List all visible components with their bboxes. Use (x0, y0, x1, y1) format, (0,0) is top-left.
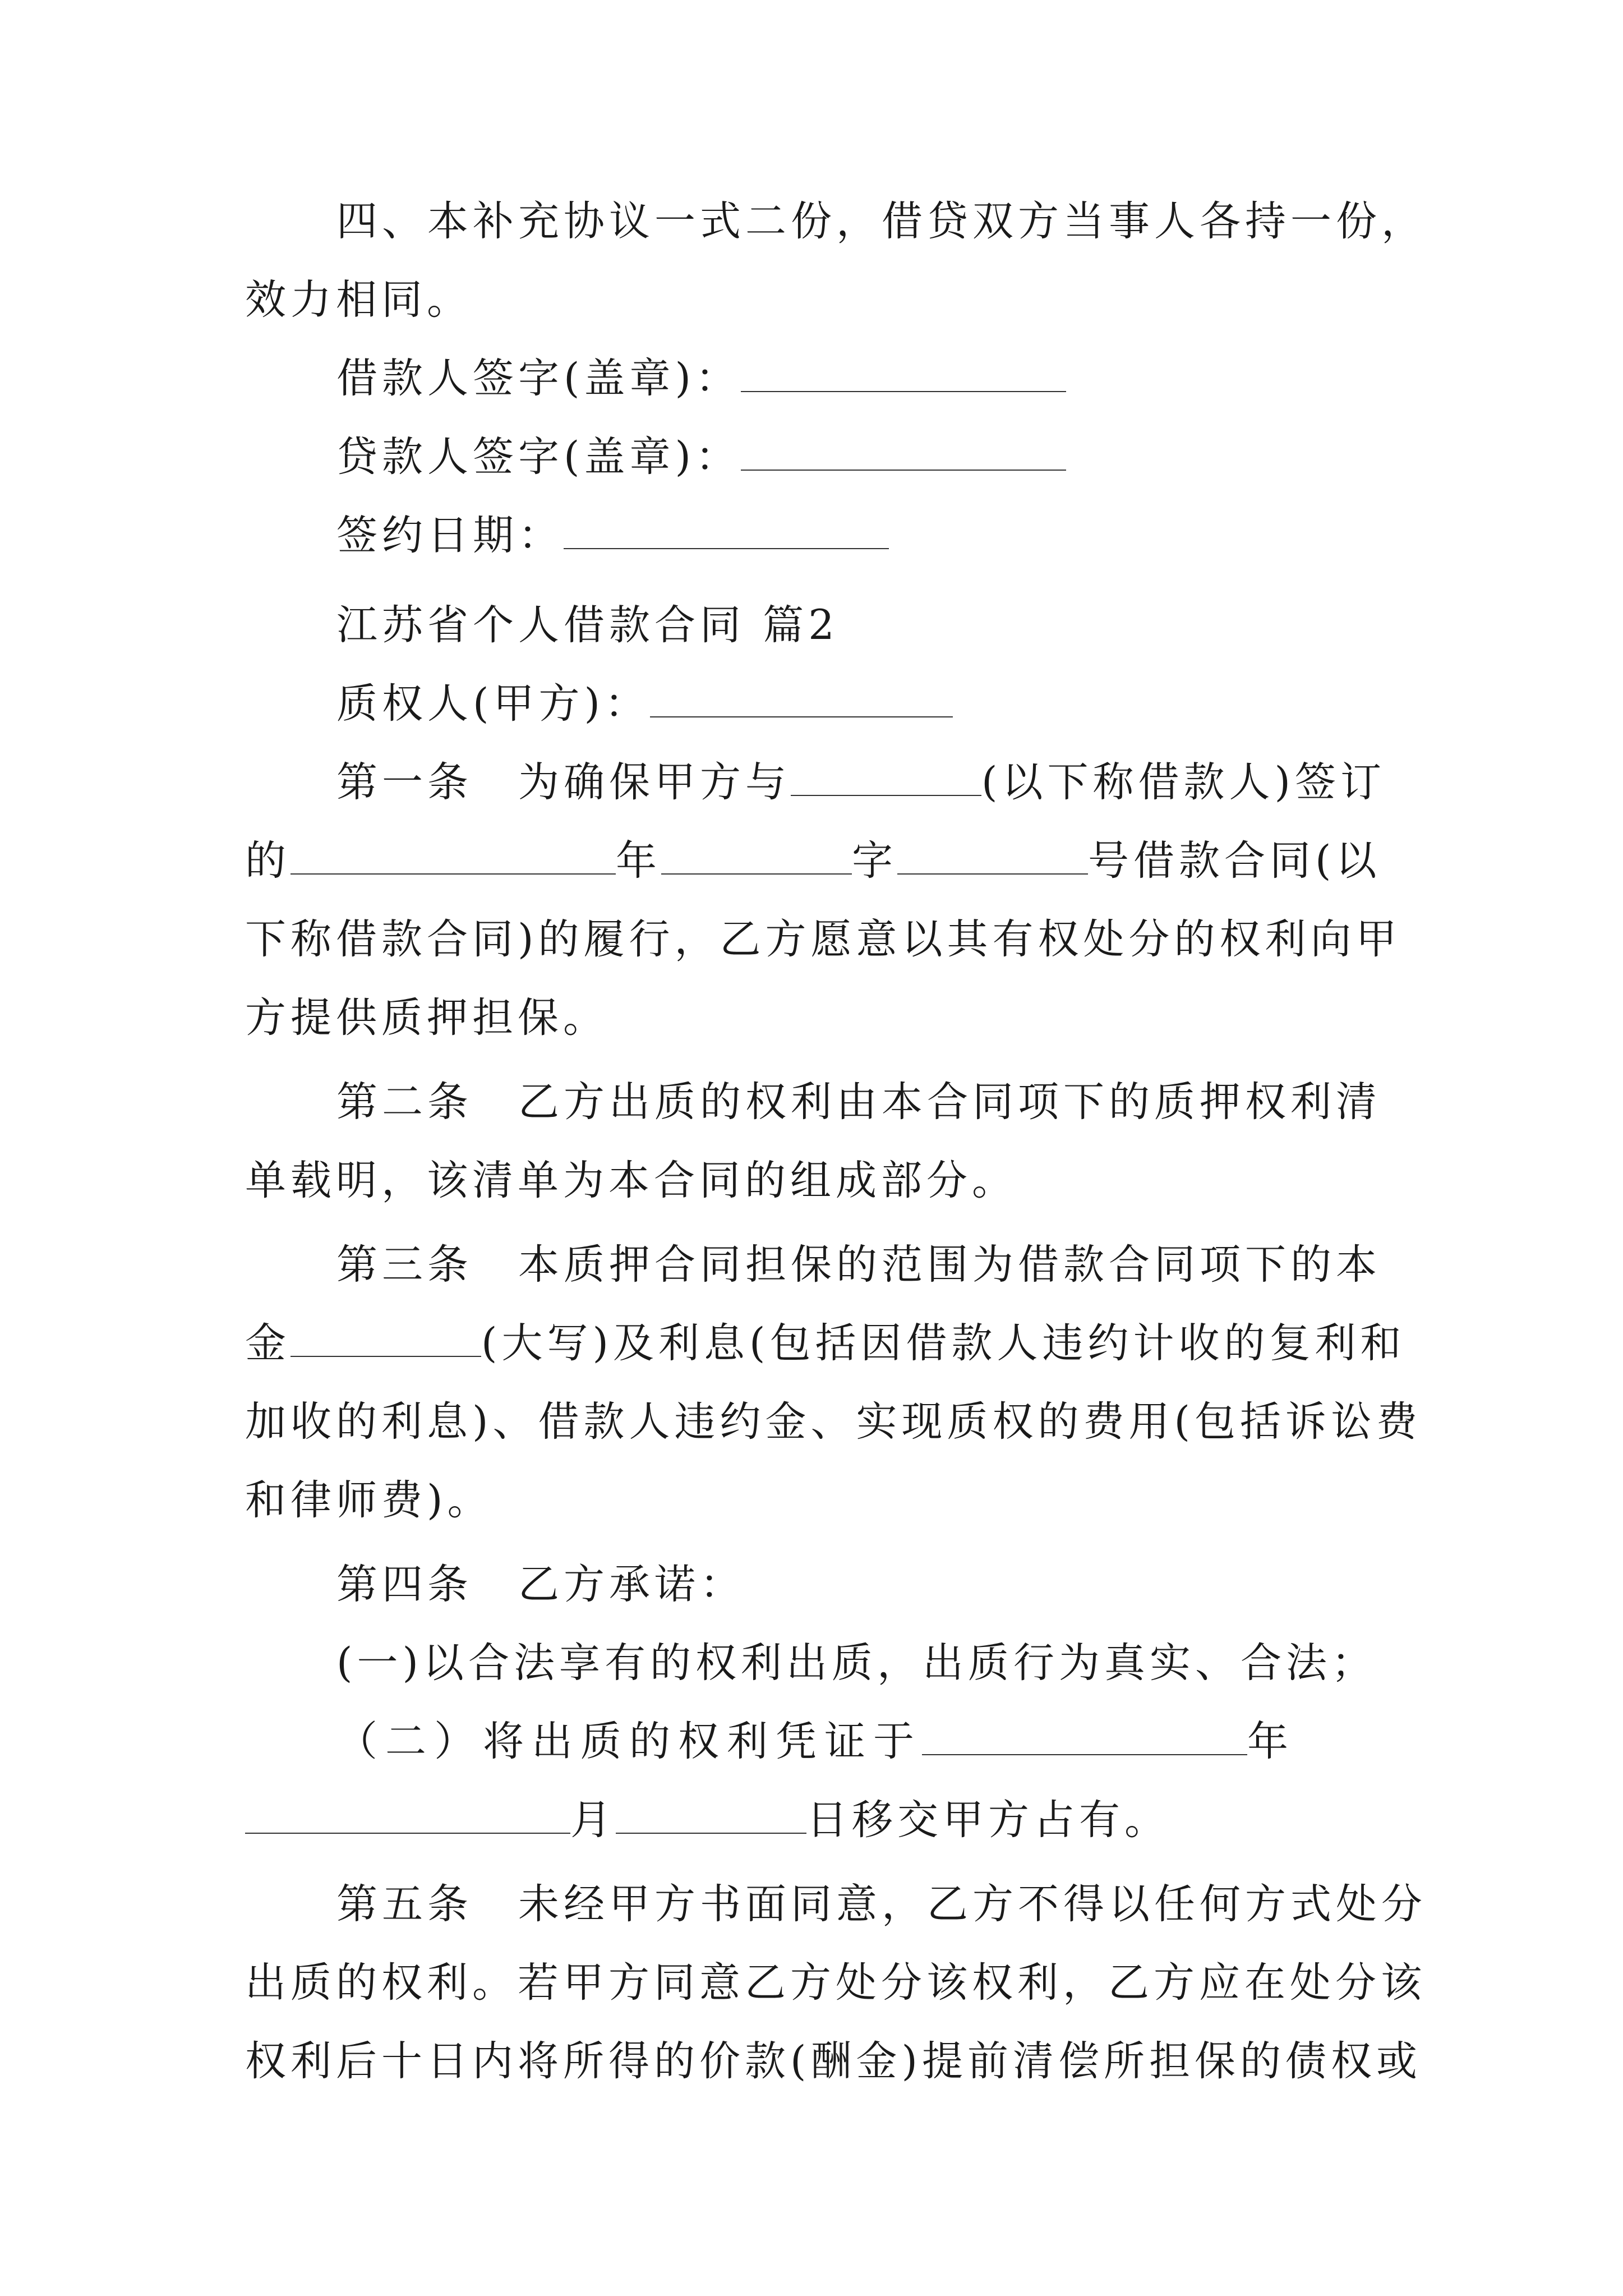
article-1-line3: 下称借款合同)的履行，乙方愿意以其有权处分的权利向甲 (245, 915, 1401, 963)
borrower-name-blank (791, 757, 981, 796)
handover-year-blank (922, 1716, 1247, 1755)
article-1-year: 年 (616, 837, 661, 885)
lender-signature-line (336, 429, 1066, 485)
article-4-item2-line2 (245, 1792, 1170, 1848)
article-1-line2-end: 号借款合同(以 (1088, 837, 1381, 885)
article-4-line1: 第四条 乙方承诺： (336, 1561, 745, 1608)
article-5-line1: 第五条 未经甲方书面同意，乙方不得以任何方式处分 (336, 1880, 1427, 1928)
handover-day-blank (616, 1795, 806, 1834)
article-4-item2-line1 (336, 1714, 1296, 1770)
borrower-signature-line (336, 351, 1066, 407)
article-1-line2-start: 的 (245, 837, 291, 885)
supplement-clause-4-line1: 四、本补充协议一式二份，借贷双方当事人各持一份， (336, 197, 1427, 245)
article-1-line1 (336, 754, 1386, 811)
lender-signature-blank (741, 431, 1066, 471)
signing-date-blank (564, 510, 889, 549)
lender-signature-label: 贷款人签字(盖章)： (336, 433, 741, 481)
article-1-line4: 方提供质押担保。 (245, 994, 608, 1042)
section-title: 江苏省个人借款合同 篇2 (336, 601, 839, 649)
article-1-line2 (245, 833, 1381, 889)
article-2-line1: 第二条 乙方出质的权利由本合同项下的质押权利清 (336, 1078, 1381, 1126)
pledgee-line (336, 676, 953, 732)
signing-date-line (336, 508, 889, 564)
pledgee-label: 质权人(甲方)： (336, 680, 650, 728)
article-5-line2: 出质的权利。若甲方同意乙方处分该权利，乙方应在处分该 (245, 1959, 1426, 2007)
contract-zi-blank (661, 835, 852, 875)
handover-month-blank (245, 1795, 570, 1834)
article-3-line2-start: 金 (245, 1319, 291, 1367)
principal-amount-blank (291, 1318, 481, 1357)
borrower-signature-label: 借款人签字(盖章)： (336, 355, 741, 402)
article-4-item1: (一)以合法享有的权利出质，出质行为真实、合法； (336, 1639, 1377, 1687)
borrower-signature-blank (741, 353, 1066, 392)
article-1-after-blank: (以下称借款人)签订 (981, 758, 1386, 806)
pledgee-blank (650, 678, 953, 717)
article-4-item2-end: 日移交甲方占有。 (806, 1796, 1170, 1844)
article-4-item2-year: 年 (1247, 1718, 1296, 1765)
article-4-item2-month: 月 (570, 1796, 616, 1844)
article-3-line3: 加收的利息)、借款人违约金、实现质权的费用(包括诉讼费 (245, 1398, 1422, 1446)
article-4-item2-start: （二）将出质的权利凭证于 (336, 1718, 922, 1765)
article-3-line1: 第三条 本质押合同担保的范围为借款合同项下的本 (336, 1241, 1381, 1289)
article-1-zi: 字 (852, 837, 897, 885)
article-2-line2: 单载明，该清单为本合同的组成部分。 (245, 1157, 1017, 1204)
article-3-line2 (245, 1315, 1405, 1372)
signing-date-label: 签约日期： (336, 512, 564, 559)
article-5-line3: 权利后十日内将所得的价款(酬金)提前清偿所担保的债权或 (245, 2037, 1422, 2085)
contract-year-blank (291, 835, 616, 875)
article-3-line4: 和律师费)。 (245, 1476, 493, 1524)
article-1-prefix: 第一条 为确保甲方与 (336, 758, 791, 806)
article-3-line2-end: (大写)及利息(包括因借款人违约计收的复利和 (481, 1319, 1406, 1367)
contract-number-blank (897, 835, 1088, 875)
supplement-clause-4-line2: 效力相同。 (245, 276, 472, 324)
